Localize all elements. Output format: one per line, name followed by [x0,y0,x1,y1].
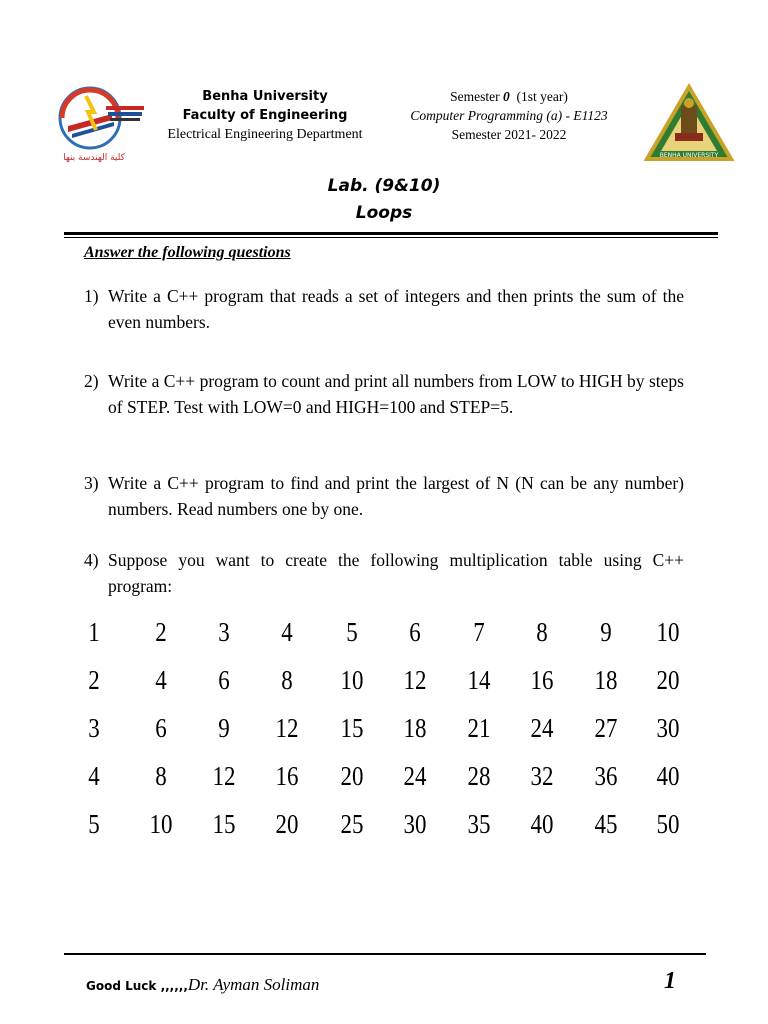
table-cell: 5 [88,809,100,839]
question-text: Suppose you want to create the following multiplication table using C++ program: [108,550,684,596]
table-cell: 3 [218,617,230,647]
faculty-name: Faculty of Engineering [182,108,348,123]
page-number: 1 [664,968,676,994]
question-number: 4) [84,550,99,570]
table-cell: 7 [473,617,485,647]
table-cell: 15 [340,713,364,743]
table-cell: 24 [530,713,554,743]
table-row [60,660,700,700]
university-name: Benha University [202,89,328,104]
table-cell: 8 [155,761,167,791]
question-number: 2) [84,371,99,391]
table-cell: 6 [155,713,167,743]
table-cell: 8 [281,665,293,695]
course-name: Computer Programming (a) - E1123 [410,108,608,123]
table-cell: 35 [467,809,491,839]
question-1 [84,283,684,335]
table-cell: 2 [88,665,100,695]
university-logo [643,83,735,163]
table-cell: 50 [656,809,680,839]
table-cell: 3 [88,713,100,743]
question-2 [84,368,684,420]
footer-signature [86,975,319,995]
table-cell: 40 [530,809,554,839]
header-course [384,87,634,144]
semester-line: Semester 0 (1st year) [450,89,568,104]
table-cell: 40 [656,761,680,791]
table-cell: 4 [88,761,100,791]
department-name: Electrical Engineering Department [167,127,363,142]
table-cell: 25 [340,809,364,839]
table-row [60,612,700,652]
good-luck-text: Good Luck ,,,,,, [86,979,188,993]
title-rule-thick [64,232,718,235]
faculty-logo [50,84,150,164]
footer-rule [64,953,706,955]
table-cell: 2 [155,617,167,647]
question-4 [84,547,684,599]
question-text: Write a C++ program that reads a set of integers and then prints the sum of the even numbers. [108,286,684,332]
table-cell: 20 [275,809,299,839]
table-cell: 18 [403,713,427,743]
question-text: Write a C++ program to find and print the largest of N (N can be any number) numbers. Read numbers one by one. [108,473,684,519]
table-cell: 16 [275,761,299,791]
logo-left-caption: كلية الهندسة بنها [63,153,125,163]
lab-title: Lab. (9&10) [327,176,441,196]
table-row [60,708,700,748]
table-cell: 4 [281,617,293,647]
table-cell: 24 [403,761,427,791]
table-cell: 6 [409,617,421,647]
semester-symbol: 0 [503,89,510,104]
semester-period: Semester 2021- 2022 [451,127,567,142]
table-cell: 30 [656,713,680,743]
table-cell: 30 [403,809,427,839]
table-cell: 15 [212,809,236,839]
table-row [60,804,700,844]
table-cell: 45 [594,809,618,839]
table-cell: 12 [275,713,299,743]
table-cell: 32 [530,761,554,791]
table-cell: 5 [346,617,358,647]
table-cell: 21 [467,713,491,743]
table-cell: 12 [403,665,427,695]
table-cell: 27 [594,713,618,743]
question-number: 1) [84,286,99,306]
table-cell: 16 [530,665,554,695]
question-number: 3) [84,473,99,493]
question-text: Write a C++ program to count and print all numbers from LOW to HIGH by steps of STEP. Test with LOW=0 and HIGH=100 and STEP=5. [108,371,684,417]
table-cell: 28 [467,761,491,791]
table-cell: 20 [340,761,364,791]
table-cell: 14 [467,665,491,695]
table-row [60,756,700,796]
table-cell: 36 [594,761,618,791]
table-cell: 18 [594,665,618,695]
table-cell: 12 [212,761,236,791]
table-cell: 20 [656,665,680,695]
semester-year: (1st year) [516,89,568,104]
table-cell: 9 [600,617,612,647]
table-cell: 8 [536,617,548,647]
table-cell: 10 [149,809,173,839]
lab-subtitle: Loops [355,203,413,223]
logo-right-caption: BENHA UNIVERSITY [659,152,719,159]
table-cell: 6 [218,665,230,695]
table-cell: 10 [340,665,364,695]
table-cell: 1 [88,617,100,647]
header-institution [150,87,380,144]
author-name: Dr. Ayman Soliman [187,975,320,994]
section-heading: Answer the following questions [84,244,291,261]
table-cell: 4 [155,665,167,695]
question-3 [84,470,684,522]
title-rule-thin [64,237,718,238]
table-cell: 10 [656,617,680,647]
table-cell: 9 [218,713,230,743]
